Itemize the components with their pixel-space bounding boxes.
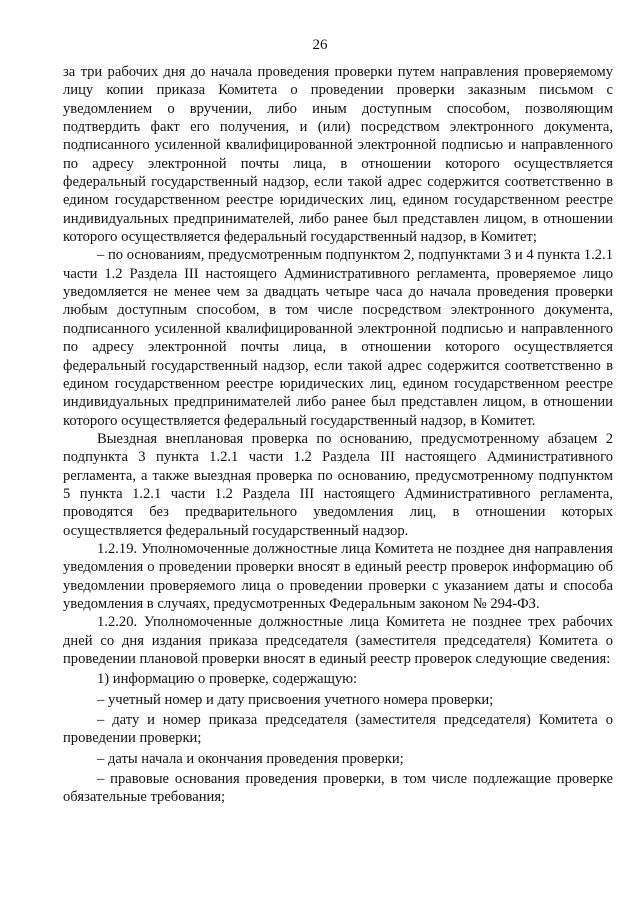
paragraph-1-2-20: 1.2.20. Уполномоченные должностные лица Комитета не позднее трех рабочих дней со дня издания приказа председателя (заместителя председателя) Комитета о проведении плановой проверки вносят в единый реестр проверок следующие сведения: (63, 614, 613, 667)
document-body (63, 63, 613, 807)
list-item-start-end-dates: – даты начала и окончания проведения проверки; (97, 750, 404, 767)
paragraph-1-2-19: 1.2.19. Уполномоченные должностные лица Комитета не позднее дня направления уведомления о проведении проверки вносят в единый реестр проверок информацию об уведомлении проверяемого лица о проведении проверки с указанием даты и способа уведомления в случаях, предусмотренных Федеральным законом № 294-ФЗ. (63, 540, 613, 612)
paragraph-no-prior-notice: Выездная внеплановая проверка по основанию, предусмотренному абзацем 2 подпункта 3 пункта 1.2.1 части 1.2 Раздела III настоящего Административного регламента, а также выездная проверка по основанию, предусмотренному подпунктом 5 пункта 1.2.1 части 1.2 Раздела III настоящего Административного регламента, проводятся без предварительного уведомления лиц, в отношении которых осуществляется федеральный государственный надзор. (63, 430, 613, 539)
paragraph-unscheduled-notice: – по основаниям, предусмотренным подпунктом 2, подпунктами 3 и 4 пункта 1.2.1 части 1.2 Раздела III настоящего Административного регламента, проверяемое лицо уведомляется не менее чем за двадцать четыре часа до начала проведения проверки любым доступным способом, в том числе посредством электронного документа, подписанного усиленной квалифицированной электронной подписью и направленного по адресу электронной почты лица, в отношении которого осуществляется федеральный государственный надзор, если такой адрес содержится соответственно в едином государственном реестре юридических лиц, едином государственном реестре индивидуальных предпринимателей либо ранее был представлен лицом, в отношении которого осуществляется федеральный государственный надзор, в Комитет. (63, 247, 613, 429)
list-item-registration-number: – учетный номер и дату присвоения учетного номера проверки; (97, 691, 494, 708)
paragraph-notification-continuation: за три рабочих дня до начала проведения проверки путем направления проверяемому лицу копии приказа Комитета о проведении проверки заказным письмом с уведомлением о вручении, либо иным доступным способом, позволяющим подтвердить факт его получения, и (или) посредством электронного документа, подписанного усиленной квалифицированной электронной подписью и направленного по адресу электронной почты лица, в отношении которого осуществляется федеральный государственный надзор, если такой адрес содержится соответственно в едином государственном реестре юридических лиц, едином государственном реестре индивидуальных предпринимателей, либо ранее был представлен лицом, в отношении которого осуществляется федеральный государственный надзор, в Комитет; (63, 64, 613, 246)
list-item-legal-grounds: – правовые основания проведения проверки, в том числе подлежащие проверке обязательные требования; (63, 771, 613, 806)
list-item-order-date-number: – дату и номер приказа председателя (заместителя председателя) Комитета о проведении проверки; (63, 712, 613, 747)
list-item-inspection-info: 1) информацию о проверке, содержащую: (97, 671, 358, 688)
page-number: 26 (312, 37, 328, 53)
